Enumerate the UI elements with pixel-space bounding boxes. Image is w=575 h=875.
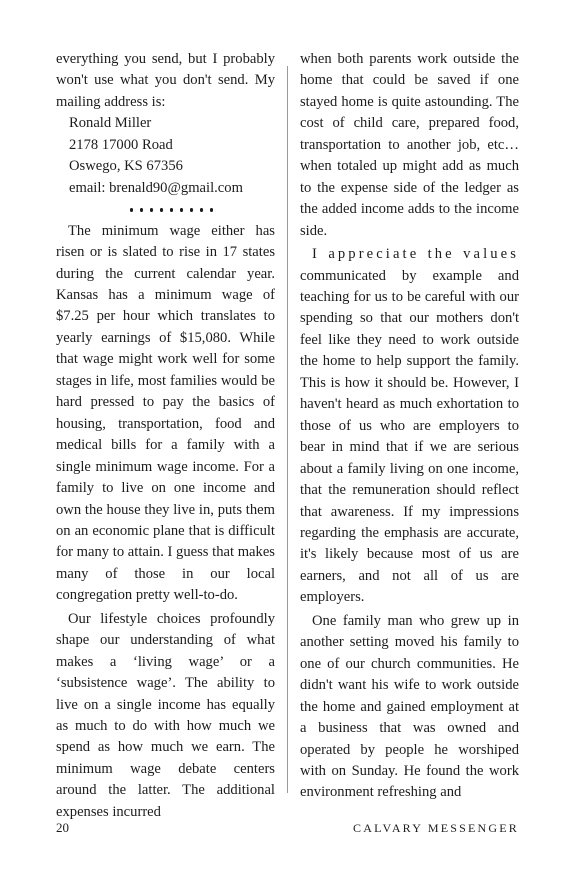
divider-dot-icon <box>130 208 134 212</box>
paragraph: The minimum wage either has risen or is slated to rise in 17 states during the current calendar year. Kansas has a minimum wage of $7.25 per hour which translates to yearly earnings of $15,080. While that wage might work well for some stages in life, most families would be hard pressed to pay the basics of housing, transportation, food and medical bills for a family with a single minimum wage income. For a family to live on one income and own the house they live in, puts them on an economic plane that is difficult for many to attain. I guess that makes many of those in our local congregation pretty well-to-do. <box>56 222 275 604</box>
mailing-address <box>56 113 275 199</box>
divider-dot-icon <box>180 208 184 212</box>
left-column <box>56 49 275 823</box>
right-column <box>300 49 519 804</box>
page-number: 20 <box>56 820 69 835</box>
section-divider <box>56 199 275 220</box>
paragraph-body: communicated by example and teaching for us to be careful with our spending so that our mothers don't feel like they need to work outside the home to help support the family. This is how it should be. However, I haven't heard as much exhortation to those of us who are employers to bear in mind that if we are serious about a family living on one income, that the remuneration should reflect that awareness. If my impressions regarding the emphasis are accurate, it's likely because most of us are earners, and not all of us are employers. <box>300 267 519 606</box>
divider-dot-icon <box>190 208 194 212</box>
column-rule <box>287 66 288 793</box>
address-name: Ronald Miller <box>69 115 152 132</box>
running-head: CALVARY MESSENGER <box>353 821 519 835</box>
address-email: email: brenald90@gmail.com <box>69 179 243 196</box>
divider-dot-icon <box>160 208 164 212</box>
paragraph <box>300 244 519 609</box>
paragraph-lead: I appreciate the values <box>312 246 519 263</box>
divider-dot-icon <box>150 208 154 212</box>
address-city: Oswego, KS 67356 <box>69 158 183 175</box>
paragraph: One family man who grew up in another setting moved his family to one of our church communities. He didn't want his wife to work outside the home and gained employment at a business that was owned and operated by people he worshiped with on Sunday. He found the work environment refreshing and <box>300 612 519 801</box>
paragraph: when both parents work outside the home that could be saved if one stayed home is quite astounding. The cost of child care, prepared food, transportation to another job, etc… when totaled up might add as much to the expense side of the ledger as the added income adds to the income side. <box>300 51 519 239</box>
paragraph: everything you send, but I probably won't use what you don't send. My mailing address is: <box>56 51 275 110</box>
divider-dot-icon <box>170 208 174 212</box>
address-street: 2178 17000 Road <box>69 136 173 153</box>
divider-dot-icon <box>140 208 144 212</box>
divider-dot-icon <box>210 208 214 212</box>
divider-dot-icon <box>200 208 204 212</box>
paragraph: Our lifestyle choices profoundly shape our understanding of what makes a ‘living wage’ or a ‘subsistence wage’. The ability to live on a single income has equally as much to do with how much we spend as how much we earn. The minimum wage debate centers around the latter. The additional expenses incurred <box>56 610 275 820</box>
